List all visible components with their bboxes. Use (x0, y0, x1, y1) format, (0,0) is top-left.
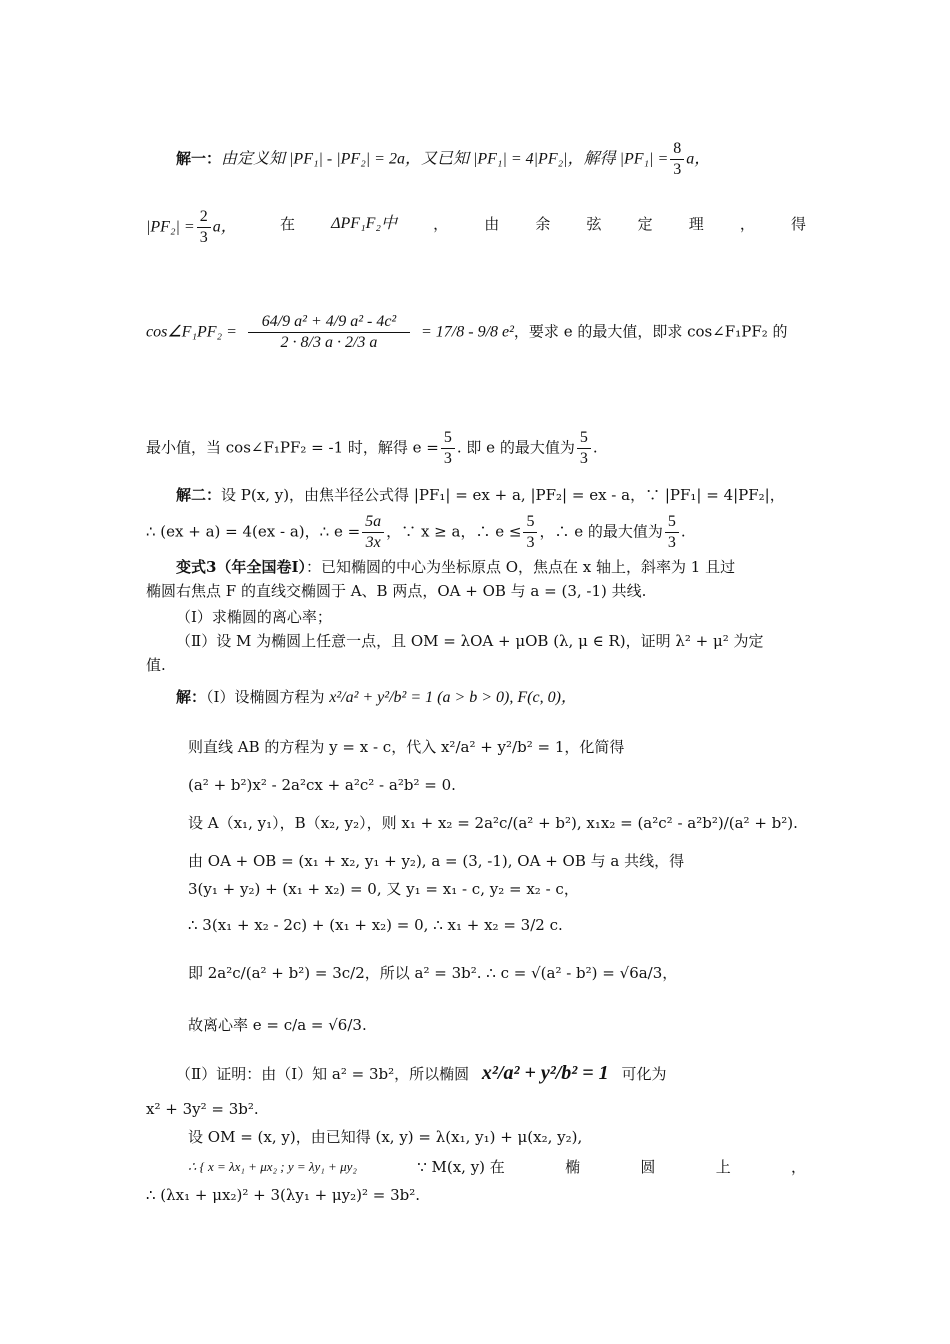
proof-line5: ∴ (λx₁ + μx₂)² + 3(λy₁ + μy₂)² = 3b². (146, 1186, 421, 1204)
variant-question2-cont: 值. (146, 656, 166, 674)
sol2-line1: 解二：设 P(x, y)，由焦半径公式得 |PF₁| = ex + a, |PF₂| = ex - a，∵ |PF₁| = 4|PF₂|， (176, 486, 785, 504)
proof-line1: （Ⅱ）证明：由（Ⅰ）知 a² = 3b²，所以椭圆 x²/a² + y²/b² = 1 可化为 (176, 1062, 667, 1084)
solution-line3: (a² + b²)x² - 2a²cx + a²c² - a²b² = 0. (188, 776, 456, 794)
sol2-line2: ∴ (ex + a) = 4(ex - a)，∴ e = $\frac{5a}{3x}$ ，∵ x ≥ a，∴ e ≤ $\frac{5}{3}$ ，∴ e 的最大值为 $\frac{5}{3}$ . (146, 513, 686, 551)
solution-line6: 3(y₁ + y₂) + (x₁ + x₂) = 0, 又 y₁ = x₁ - c, y₂ = x₂ - c， (188, 880, 579, 898)
solution-line1: 解：（Ⅰ）设椭圆方程为 x²/a² + y²/b² = 1 (a > b > 0), F(c, 0)， (176, 688, 577, 706)
sol1-line4: 最小值，当 cos∠F₁PF₂ = -1 时，解得 e = $\frac{5}{3}$ . 即 e 的最大值为 $\frac{5}{3}$ . (146, 429, 598, 467)
sol1-label: 解一： (176, 149, 222, 168)
sol1-cosine-line: cos∠F₁PF₂ = $\frac{\text{64/9 a² + 4/9 a² - 4c²}}{2 \cdot 8/3 a \cdot 2/3 a}$ = 17/8 - 9/8 e²，要求 e 的最大值，即求 cos∠F₁PF₂ 的 (146, 313, 788, 351)
ellipse-equation: x²/a² + y²/b² = 1 (481, 1062, 609, 1084)
variant-question2: （Ⅱ）设 M 为椭圆上任意一点，且 OM = λOA + μOB (λ, μ ∈ R)，证明 λ² + μ² 为定 (176, 632, 764, 650)
proof-line4: ∴ { x = λx₁ + μx₂ ; y = λy₁ + μy₂ ∵ M(x, y) 在 椭 圆 上 ， (188, 1158, 806, 1176)
variant-title: 变式3（年全国卷Ⅰ） (176, 558, 306, 576)
solution-line5: 由 OA + OB = (x₁ + x₂, y₁ + y₂), a = (3, -1), OA + OB 与 a 共线，得 (188, 852, 685, 870)
proof-line2: x² + 3y² = 3b². (146, 1100, 259, 1118)
sol1-line1: 解一：由定义知 |PF₁| - |PF₂| = 2a，又已知 |PF₁| = 4|PF₂|，解得 |PF₁| = $\frac{8}{3}$ a， (176, 140, 711, 178)
solution-line7: ∴ 3(x₁ + x₂ - 2c) + (x₁ + x₂) = 0, ∴ x₁ + x₂ = 3/2 c. (188, 916, 563, 934)
variant-line1: 变式3（年全国卷Ⅰ）：已知椭圆的中心为坐标原点 O，焦点在 x 轴上，斜率为 1 且过 (176, 558, 736, 576)
solution-line4: 设 A（x₁, y₁），B（x₂, y₂），则 x₁ + x₂ = 2a²c/(a² + b²), x₁x₂ = (a²c² - a²b²)/(a² + b²). (188, 814, 798, 832)
solution-line9: 故离心率 e = c/a = √6/3. (188, 1016, 367, 1034)
solution-label: 解： (176, 688, 207, 706)
variant-line2: 椭圆右焦点 F 的直线交椭圆于 A、B 两点，OA + OB 与 a = (3, -1) 共线. (146, 582, 647, 600)
cosine-fraction: $\frac{\text{64/9 a² + 4/9 a² - 4c²}}{2 \cdot 8/3 a \cdot 2/3 a}$ (248, 312, 411, 353)
proof-line3: 设 OM = (x, y)，由已知得 (x, y) = λ(x₁, y₁) + μ(x₂, y₂), (188, 1128, 583, 1146)
solution-line2: 则直线 AB 的方程为 y = x - c，代入 x²/a² + y²/b² = 1，化简得 (188, 738, 625, 756)
solution-line8: 即 2a²c/(a² + b²) = 3c/2，所以 a² = 3b². ∴ c = √(a² - b²) = √6a/3， (188, 964, 678, 982)
sol1-line2-words: 在 ΔPF₁F₂中 ， 由 余 弦 定 理 ， 得 (280, 215, 806, 233)
sol1-line2-start: |PF₂| = $\frac{2}{3}$ a， (146, 208, 237, 246)
sol2-label: 解二： (176, 486, 222, 504)
variant-question1: （Ⅰ）求椭圆的离心率； (176, 608, 332, 626)
